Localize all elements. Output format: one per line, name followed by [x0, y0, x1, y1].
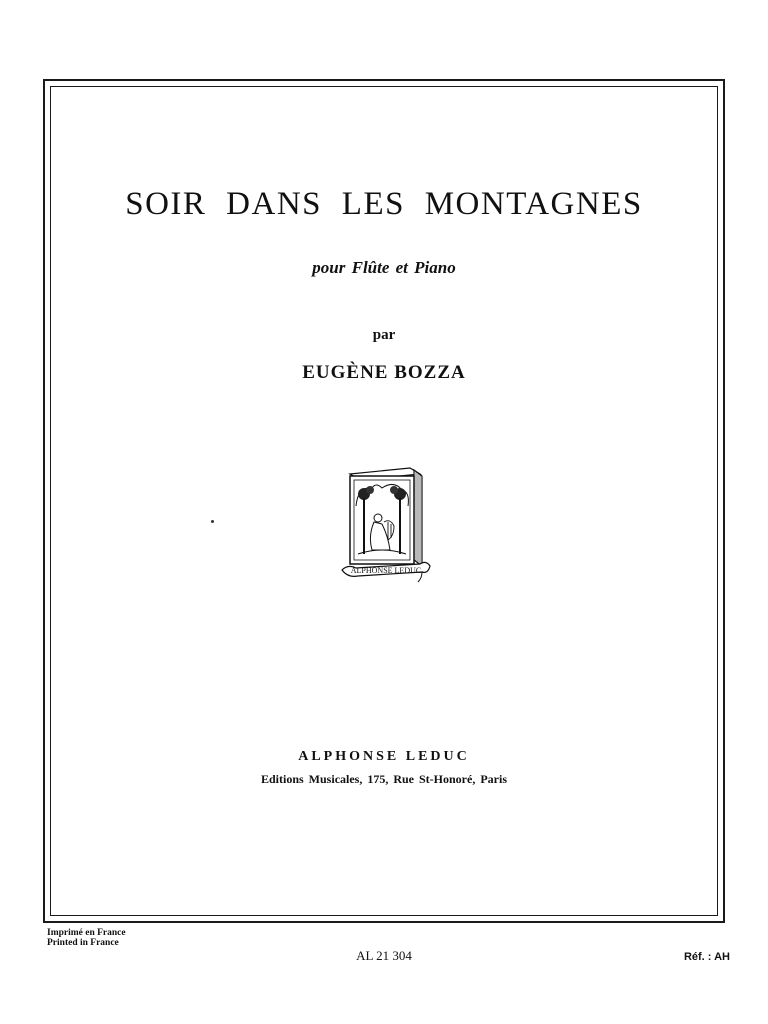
stray-mark — [211, 520, 214, 523]
composer-name: EUGÈNE BOZZA — [302, 362, 466, 383]
publisher-name: ALPHONSE LEDUC — [298, 749, 470, 764]
work-title: SOIR DANS LES MONTAGNES — [125, 186, 643, 222]
publisher-address: Editions Musicales, 175, Rue St-Honoré, Paris — [261, 772, 507, 786]
logo-ribbon-text: ALPHONSE LEDUC — [350, 566, 422, 575]
by-label: par — [372, 327, 396, 343]
printed-notice — [47, 928, 126, 948]
printed-notice-fr: Imprimé en France — [47, 928, 126, 938]
printed-notice-en: Printed in France — [47, 938, 119, 948]
reference-code: Réf. : AH — [683, 951, 730, 963]
catalog-number: AL 21 304 — [356, 948, 412, 963]
publisher-logo-icon — [338, 466, 434, 592]
instrumentation: pour Flûte et Piano — [312, 258, 456, 277]
